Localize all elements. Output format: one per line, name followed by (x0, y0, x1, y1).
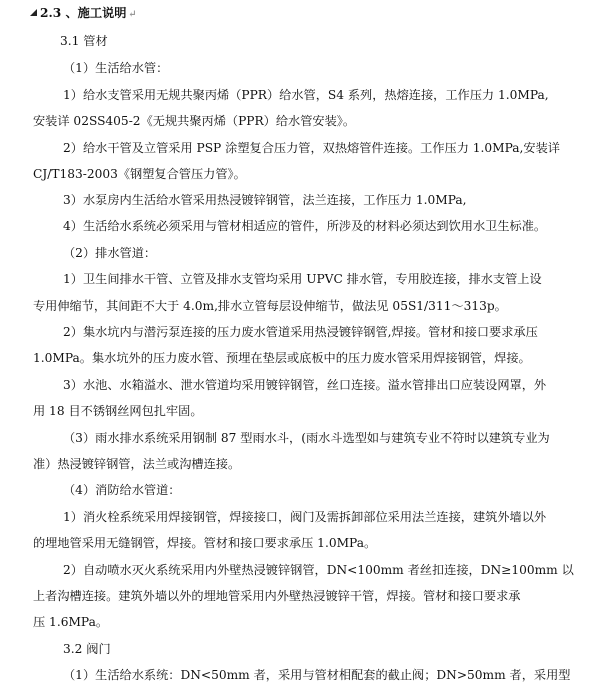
line-16: （3）雨水排水系统采用钢制 87 型雨水斗，(雨水斗选型如与建筑专业不符时以建筑专业为 (63, 431, 550, 445)
line-22: 上者沟槽连接。建筑外墙以外的埋地管采用内外壁热浸镀锌干管，焊接。管材和接口要求承 (33, 589, 521, 603)
line-5: 2）给水干管及立管采用 PSP 涂塑复合压力管，双热熔管件连接。工作压力 1.0MPa,安装详 (63, 141, 560, 155)
anchor-icon (30, 9, 37, 16)
line-17: 准）热浸镀锌钢管，法兰或沟槽连接。 (33, 457, 241, 471)
line-2: （1）生活给水管： (63, 61, 169, 75)
line-25: （1）生活给水系统：DN<50mm 者，采用与管材相配套的截止阀；DN>50mm 者，采用型 (63, 668, 571, 682)
line-9: （2）排水管道： (63, 246, 157, 260)
line-21: 2）自动喷水灭火系统采用内外壁热浸镀锌钢管，DN<100mm 者丝扣连接，DN≥100mm 以 (63, 563, 574, 577)
line-19: 1）消火栓系统采用焊接钢管，焊接接口，阀门及需拆卸部位采用法兰连接，建筑外墙以外 (63, 510, 547, 524)
line-6: CJ/T183-2003《钢塑复合管压力管》。 (33, 167, 246, 181)
section-heading (30, 4, 137, 21)
line-7: 3）水泵房内生活给水管采用热浸镀锌钢管，法兰连接，工作压力 1.0MPa, (63, 193, 467, 207)
line-10: 1）卫生间排水干管、立管及排水支管均采用 UPVC 排水管，专用胶连接，排水支管上设 (63, 272, 542, 286)
line-18: （4）消防给水管道： (63, 483, 181, 497)
line-23: 压 1.6MPa。 (33, 615, 109, 629)
line-20: 的埋地管采用无缝钢管，焊接。管材和接口要求承压 1.0MPa。 (33, 536, 377, 550)
line-3: 1）给水支管采用无规共聚丙烯（PPR）给水管，S4 系列，热熔连接，工作压力 1.0MPa, (63, 88, 549, 102)
paragraph-mark: ↵ (128, 9, 137, 20)
line-15: 用 18 目不锈钢丝网包扎牢固。 (33, 404, 203, 418)
heading-text: 2.3 、施工说明 (40, 6, 127, 20)
line-14: 3）水池、水箱溢水、泄水管道均采用镀锌钢管，丝口连接。溢水管排出口应装设网罩，外 (63, 378, 547, 392)
line-12: 2）集水坑内与潜污泵连接的压力废水管道采用热浸镀锌钢管,焊接。管材和接口要求承压 (63, 325, 538, 339)
line-24: 3.2 阀门 (63, 642, 111, 656)
line-11: 专用伸缩节，其间距不大于 4.0m,排水立管每层设伸缩节，做法见 05S1/311～313p。 (33, 299, 507, 313)
line-1: 3.1 管材 (60, 34, 108, 48)
line-8: 4）生活给水系统必须采用与管材相适应的管件，所涉及的材料必须达到饮用水卫生标准。 (63, 219, 547, 233)
line-4: 安装详 02SS405-2《无规共聚丙烯（PPR）给水管安装》。 (33, 114, 356, 128)
line-13: 1.0MPa。集水坑外的压力废水管、预埋在垫层或底板中的压力废水管采用焊接钢管，焊接。 (33, 351, 531, 365)
